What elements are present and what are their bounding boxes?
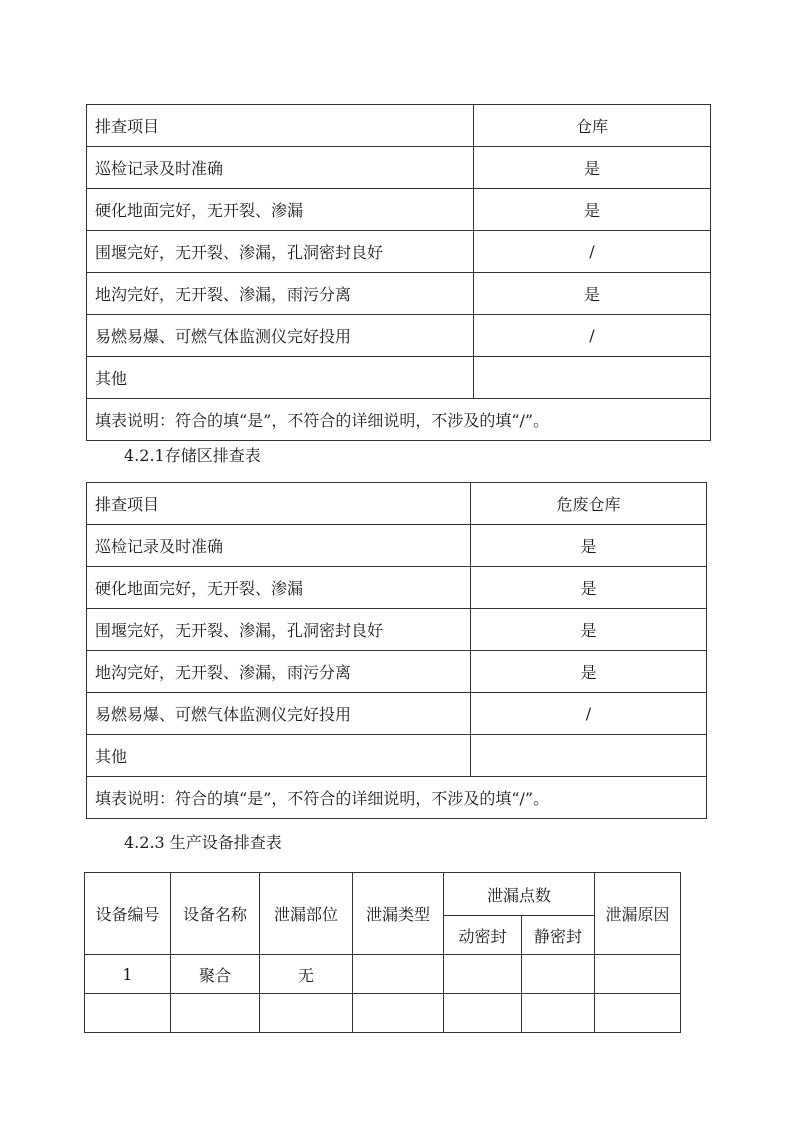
row-item: 易燃易爆、可燃气体监测仪完好投用 xyxy=(87,693,471,735)
fill-instructions: 填表说明：符合的填“是”，不符合的详细说明，不涉及的填“/”。 xyxy=(87,399,711,441)
cell-device-no: 1 xyxy=(85,955,171,994)
row-value: 是 xyxy=(474,147,711,189)
table-row xyxy=(87,147,711,189)
table-row xyxy=(87,735,707,777)
table-row xyxy=(87,609,707,651)
row-value: 是 xyxy=(471,609,707,651)
row-value xyxy=(474,357,711,399)
table-row xyxy=(87,231,711,273)
table-row xyxy=(87,525,707,567)
table-row xyxy=(87,315,711,357)
section-caption-storage: 4.2.1存储区排查表 xyxy=(124,446,261,465)
table-row xyxy=(87,693,707,735)
header-dynamic-seal: 动密封 xyxy=(444,916,522,955)
table-header-row xyxy=(87,483,707,525)
table-row xyxy=(87,567,707,609)
header-leak-points: 泄漏点数 xyxy=(444,873,595,916)
section-caption-equipment: 4.2.3 生产设备排查表 xyxy=(124,833,282,852)
header-device-no: 设备编号 xyxy=(85,873,171,955)
cell-leak-location xyxy=(260,994,353,1033)
row-item: 巡检记录及时准确 xyxy=(87,147,474,189)
header-leak-type: 泄漏类型 xyxy=(353,873,444,955)
row-item: 围堰完好，无开裂、渗漏，孔洞密封良好 xyxy=(87,609,471,651)
header-leak-location: 泄漏部位 xyxy=(260,873,353,955)
table-row xyxy=(87,189,711,231)
inspection-table-warehouse xyxy=(86,104,711,441)
equipment-leak-table xyxy=(84,872,681,1033)
cell-leak-type xyxy=(353,955,444,994)
inspection-table-hazwaste xyxy=(86,482,707,819)
cell-dynamic-seal xyxy=(444,994,522,1033)
row-item: 围堰完好，无开裂、渗漏，孔洞密封良好 xyxy=(87,231,474,273)
header-static-seal: 静密封 xyxy=(522,916,595,955)
header-item: 排查项目 xyxy=(87,483,471,525)
header-item: 排查项目 xyxy=(87,105,474,147)
row-value: 是 xyxy=(471,567,707,609)
cell-leak-cause xyxy=(595,955,681,994)
row-value xyxy=(471,735,707,777)
row-item: 易燃易爆、可燃气体监测仪完好投用 xyxy=(87,315,474,357)
row-item: 地沟完好，无开裂、渗漏，雨污分离 xyxy=(87,273,474,315)
table-row xyxy=(87,651,707,693)
table-note-row xyxy=(87,777,707,819)
cell-device-no xyxy=(85,994,171,1033)
row-value: / xyxy=(471,693,707,735)
row-value: 是 xyxy=(471,651,707,693)
row-item: 硬化地面完好，无开裂、渗漏 xyxy=(87,189,474,231)
row-item: 巡检记录及时准确 xyxy=(87,525,471,567)
header-location: 仓库 xyxy=(474,105,711,147)
cell-leak-location: 无 xyxy=(260,955,353,994)
table-note-row xyxy=(87,399,711,441)
table-header-row xyxy=(85,873,681,916)
row-item: 其他 xyxy=(87,735,471,777)
row-item: 硬化地面完好，无开裂、渗漏 xyxy=(87,567,471,609)
table-header-row xyxy=(87,105,711,147)
row-item: 地沟完好，无开裂、渗漏，雨污分离 xyxy=(87,651,471,693)
row-value: / xyxy=(474,315,711,357)
table-row xyxy=(87,273,711,315)
row-value: 是 xyxy=(474,273,711,315)
table-row xyxy=(85,955,681,994)
cell-dynamic-seal xyxy=(444,955,522,994)
cell-device-name xyxy=(171,994,260,1033)
cell-leak-cause xyxy=(595,994,681,1033)
row-value: 是 xyxy=(474,189,711,231)
header-location: 危废仓库 xyxy=(471,483,707,525)
cell-device-name: 聚合 xyxy=(171,955,260,994)
table-row xyxy=(85,994,681,1033)
cell-static-seal xyxy=(522,955,595,994)
header-leak-cause: 泄漏原因 xyxy=(595,873,681,955)
fill-instructions: 填表说明：符合的填“是”，不符合的详细说明，不涉及的填“/”。 xyxy=(87,777,707,819)
row-value: / xyxy=(474,231,711,273)
row-item: 其他 xyxy=(87,357,474,399)
row-value: 是 xyxy=(471,525,707,567)
cell-leak-type xyxy=(353,994,444,1033)
table-row xyxy=(87,357,711,399)
header-device-name: 设备名称 xyxy=(171,873,260,955)
cell-static-seal xyxy=(522,994,595,1033)
